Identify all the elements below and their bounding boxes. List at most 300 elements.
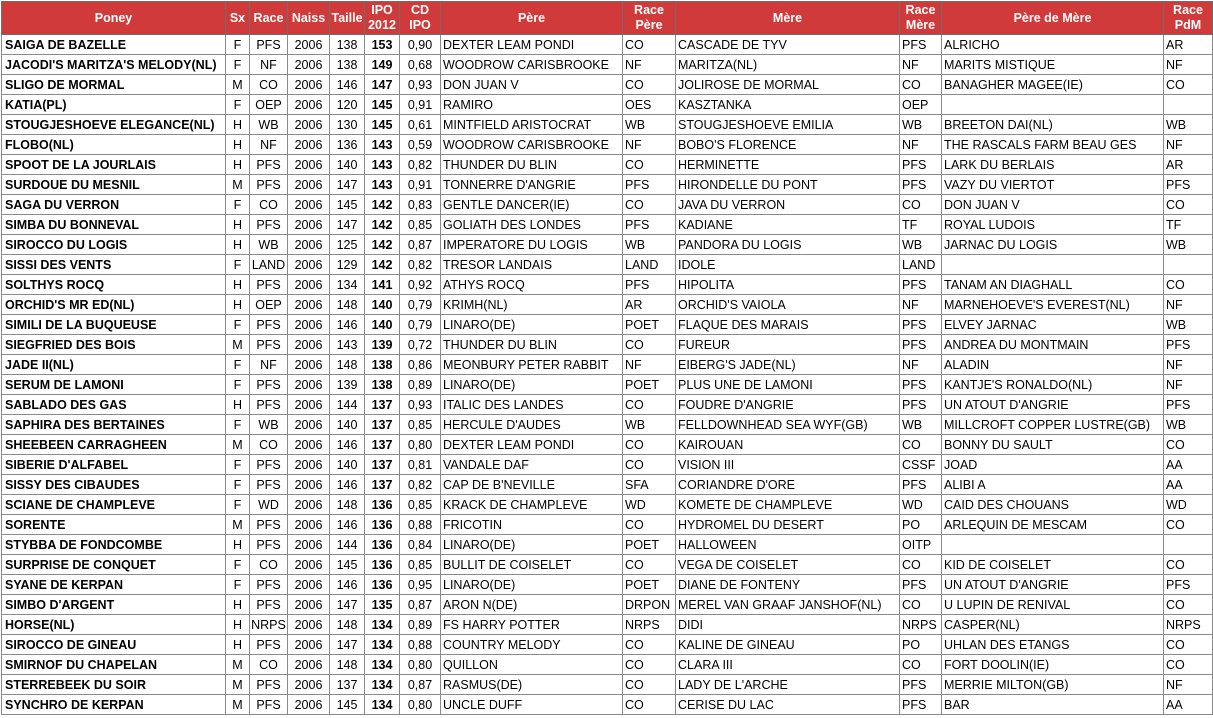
cell-pere-de-mere <box>942 535 1164 555</box>
cell-race-mere: PFS <box>900 35 942 55</box>
cell-race-mere: PFS <box>900 575 942 595</box>
table-row <box>2 35 1213 55</box>
cell-sx: M <box>226 335 250 355</box>
cell-race-pdm: WB <box>1164 315 1213 335</box>
cell-naiss: 2006 <box>288 375 330 395</box>
cell-taille: 147 <box>330 635 365 655</box>
cell-race-pdm: CO <box>1164 515 1213 535</box>
cell-race-pdm: PFS <box>1164 335 1213 355</box>
cell-pere-de-mere: MILLCROFT COPPER LUSTRE(GB) <box>942 415 1164 435</box>
cell-race-pere: CO <box>623 635 676 655</box>
cell-race-mere: PFS <box>900 155 942 175</box>
cell-race-pere: PFS <box>623 215 676 235</box>
cell-ipo: 136 <box>365 575 400 595</box>
cell-sx: H <box>226 155 250 175</box>
table-row <box>2 195 1213 215</box>
cell-race: PFS <box>250 575 288 595</box>
cell-race: NF <box>250 135 288 155</box>
cell-naiss: 2006 <box>288 235 330 255</box>
table-row <box>2 75 1213 95</box>
header-race-mere <box>900 2 942 35</box>
cell-race-mere: PFS <box>900 275 942 295</box>
cell-naiss: 2006 <box>288 175 330 195</box>
cell-ipo: 140 <box>365 315 400 335</box>
cell-race-pdm <box>1164 255 1213 275</box>
cell-taille: 140 <box>330 415 365 435</box>
cell-ipo: 145 <box>365 95 400 115</box>
cell-race-pdm: AA <box>1164 455 1213 475</box>
header-pere-de-mere: Père de Mère <box>942 2 1164 35</box>
cell-race: CO <box>250 555 288 575</box>
cell-race: OEP <box>250 295 288 315</box>
header-race-pere-line2: Père <box>635 18 663 32</box>
table-row <box>2 255 1213 275</box>
cell-race-pdm: AA <box>1164 475 1213 495</box>
cell-ipo: 137 <box>365 455 400 475</box>
cell-ipo: 134 <box>365 675 400 695</box>
cell-taille: 146 <box>330 575 365 595</box>
cell-mere: DIANE DE FONTENY <box>676 575 900 595</box>
cell-race-pere: PFS <box>623 175 676 195</box>
cell-race-pere: CO <box>623 435 676 455</box>
cell-sx: H <box>226 215 250 235</box>
cell-sx: H <box>226 235 250 255</box>
cell-race: PFS <box>250 515 288 535</box>
cell-cd: 0,93 <box>400 75 441 95</box>
cell-mere: HIPOLITA <box>676 275 900 295</box>
table-row <box>2 175 1213 195</box>
cell-pere: LINARO(DE) <box>441 375 623 395</box>
cell-race-mere: NF <box>900 55 942 75</box>
cell-race-pere: WB <box>623 415 676 435</box>
cell-cd: 0,72 <box>400 335 441 355</box>
cell-race-mere: WB <box>900 115 942 135</box>
cell-race: WB <box>250 235 288 255</box>
cell-ipo: 142 <box>365 235 400 255</box>
cell-race-mere: CO <box>900 435 942 455</box>
cell-ipo: 136 <box>365 515 400 535</box>
cell-pere: LINARO(DE) <box>441 315 623 335</box>
cell-pere: BULLIT DE COISELET <box>441 555 623 575</box>
cell-race-pere: CO <box>623 675 676 695</box>
cell-race-pdm: NF <box>1164 295 1213 315</box>
cell-poney: SCIANE DE CHAMPLEVE <box>2 495 226 515</box>
cell-taille: 146 <box>330 315 365 335</box>
cell-naiss: 2006 <box>288 95 330 115</box>
table-row <box>2 55 1213 75</box>
cell-race-pdm: AR <box>1164 35 1213 55</box>
cell-taille: 125 <box>330 235 365 255</box>
cell-race-mere: PFS <box>900 175 942 195</box>
cell-mere: CASCADE DE TYV <box>676 35 900 55</box>
cell-taille: 148 <box>330 295 365 315</box>
cell-naiss: 2006 <box>288 415 330 435</box>
header-race-mere-line2: Mère <box>905 18 936 32</box>
cell-mere: CORIANDRE D'ORE <box>676 475 900 495</box>
cell-naiss: 2006 <box>288 695 330 715</box>
cell-race-pdm: CO <box>1164 275 1213 295</box>
cell-race-pdm: PFS <box>1164 175 1213 195</box>
cell-poney: SAGA DU VERRON <box>2 195 226 215</box>
cell-naiss: 2006 <box>288 195 330 215</box>
cell-ipo: 142 <box>365 195 400 215</box>
cell-taille: 148 <box>330 615 365 635</box>
header-cd <box>400 2 441 35</box>
cell-race-pere: SFA <box>623 475 676 495</box>
cell-taille: 143 <box>330 335 365 355</box>
cell-mere: HIRONDELLE DU PONT <box>676 175 900 195</box>
header-race: Race <box>250 2 288 35</box>
cell-poney: SISSY DES CIBAUDES <box>2 475 226 495</box>
cell-taille: 145 <box>330 695 365 715</box>
cell-mere: KASZTANKA <box>676 95 900 115</box>
cell-race: CO <box>250 435 288 455</box>
cell-pere: CAP DE B'NEVILLE <box>441 475 623 495</box>
cell-race: PFS <box>250 375 288 395</box>
cell-pere-de-mere <box>942 95 1164 115</box>
cell-pere-de-mere: BONNY DU SAULT <box>942 435 1164 455</box>
cell-ipo: 143 <box>365 135 400 155</box>
table-row <box>2 455 1213 475</box>
cell-sx: M <box>226 675 250 695</box>
cell-mere: IDOLE <box>676 255 900 275</box>
cell-sx: M <box>226 515 250 535</box>
cell-naiss: 2006 <box>288 435 330 455</box>
cell-taille: 144 <box>330 535 365 555</box>
header-sx: Sx <box>226 2 250 35</box>
cell-race-pere: CO <box>623 335 676 355</box>
cell-race-mere: PO <box>900 515 942 535</box>
header-row <box>2 2 1213 35</box>
cell-race-pere: PFS <box>623 275 676 295</box>
cell-poney: JACODI'S MARITZA'S MELODY(NL) <box>2 55 226 75</box>
cell-naiss: 2006 <box>288 355 330 375</box>
cell-mere: JAVA DU VERRON <box>676 195 900 215</box>
cell-race-pdm: CO <box>1164 595 1213 615</box>
cell-cd: 0,93 <box>400 395 441 415</box>
cell-sx: H <box>226 595 250 615</box>
cell-taille: 147 <box>330 215 365 235</box>
cell-race-pere: NF <box>623 55 676 75</box>
cell-race-mere: CO <box>900 75 942 95</box>
cell-naiss: 2006 <box>288 675 330 695</box>
cell-cd: 0,85 <box>400 215 441 235</box>
cell-mere: FELLDOWNHEAD SEA WYF(GB) <box>676 415 900 435</box>
header-ipo-line1: IPO <box>371 3 393 17</box>
cell-race: PFS <box>250 675 288 695</box>
cell-ipo: 134 <box>365 615 400 635</box>
cell-race: NF <box>250 355 288 375</box>
cell-race: WD <box>250 495 288 515</box>
cell-poney: SLIGO DE MORMAL <box>2 75 226 95</box>
table-row <box>2 615 1213 635</box>
cell-pere: RAMIRO <box>441 95 623 115</box>
cell-ipo: 149 <box>365 55 400 75</box>
cell-race-mere: PFS <box>900 375 942 395</box>
cell-poney: SYNCHRO DE KERPAN <box>2 695 226 715</box>
cell-race-pere: WB <box>623 235 676 255</box>
cell-pere-de-mere: ARLEQUIN DE MESCAM <box>942 515 1164 535</box>
cell-ipo: 145 <box>365 115 400 135</box>
cell-taille: 144 <box>330 395 365 415</box>
cell-mere: CLARA III <box>676 655 900 675</box>
cell-ipo: 134 <box>365 655 400 675</box>
cell-ipo: 138 <box>365 355 400 375</box>
cell-race: PFS <box>250 175 288 195</box>
cell-ipo: 137 <box>365 395 400 415</box>
cell-ipo: 135 <box>365 595 400 615</box>
cell-race-mere: NF <box>900 295 942 315</box>
cell-pere-de-mere: THE RASCALS FARM BEAU GES <box>942 135 1164 155</box>
cell-ipo: 143 <box>365 155 400 175</box>
cell-pere: KRACK DE CHAMPLEVE <box>441 495 623 515</box>
cell-cd: 0,90 <box>400 35 441 55</box>
cell-pere: THUNDER DU BLIN <box>441 335 623 355</box>
cell-cd: 0,89 <box>400 375 441 395</box>
table-row <box>2 515 1213 535</box>
cell-ipo: 136 <box>365 495 400 515</box>
cell-mere: FOUDRE D'ANGRIE <box>676 395 900 415</box>
cell-poney: SABLADO DES GAS <box>2 395 226 415</box>
cell-poney: SIMBA DU BONNEVAL <box>2 215 226 235</box>
cell-pere-de-mere: KID DE COISELET <box>942 555 1164 575</box>
cell-poney: STERREBEEK DU SOIR <box>2 675 226 695</box>
cell-mere: KOMETE DE CHAMPLEVE <box>676 495 900 515</box>
cell-race-pdm: NF <box>1164 675 1213 695</box>
cell-race-mere: PFS <box>900 695 942 715</box>
cell-race: PFS <box>250 595 288 615</box>
header-ipo <box>365 2 400 35</box>
cell-race: PFS <box>250 155 288 175</box>
cell-taille: 146 <box>330 475 365 495</box>
cell-pere: IMPERATORE DU LOGIS <box>441 235 623 255</box>
cell-naiss: 2006 <box>288 215 330 235</box>
cell-poney: STOUGJESHOEVE ELEGANCE(NL) <box>2 115 226 135</box>
cell-mere: KAIROUAN <box>676 435 900 455</box>
cell-pere-de-mere: LARK DU BERLAIS <box>942 155 1164 175</box>
cell-race-mere: PFS <box>900 675 942 695</box>
cell-race-pdm: CO <box>1164 555 1213 575</box>
cell-pere-de-mere: MARITS MISTIQUE <box>942 55 1164 75</box>
table-row <box>2 315 1213 335</box>
cell-pere-de-mere: JOAD <box>942 455 1164 475</box>
cell-race-pere: POET <box>623 575 676 595</box>
cell-race-pere: CO <box>623 395 676 415</box>
cell-race: CO <box>250 655 288 675</box>
cell-sx: F <box>226 35 250 55</box>
cell-ipo: 142 <box>365 255 400 275</box>
cell-naiss: 2006 <box>288 575 330 595</box>
cell-poney: SMIRNOF DU CHAPELAN <box>2 655 226 675</box>
cell-sx: M <box>226 655 250 675</box>
cell-pere-de-mere: BREETON DAI(NL) <box>942 115 1164 135</box>
cell-cd: 0,85 <box>400 495 441 515</box>
cell-race-mere: WB <box>900 235 942 255</box>
cell-pere: COUNTRY MELODY <box>441 635 623 655</box>
cell-race: PFS <box>250 695 288 715</box>
cell-mere: PANDORA DU LOGIS <box>676 235 900 255</box>
cell-cd: 0,61 <box>400 115 441 135</box>
table-row <box>2 235 1213 255</box>
cell-race-pdm <box>1164 535 1213 555</box>
table-row <box>2 335 1213 355</box>
cell-ipo: 147 <box>365 75 400 95</box>
cell-taille: 120 <box>330 95 365 115</box>
cell-race-pere: CO <box>623 695 676 715</box>
cell-cd: 0,80 <box>400 655 441 675</box>
cell-poney: SIROCCO DE GINEAU <box>2 635 226 655</box>
cell-race-pdm: PFS <box>1164 395 1213 415</box>
cell-pere-de-mere: ANDREA DU MONTMAIN <box>942 335 1164 355</box>
header-race-pdm-line2: PdM <box>1174 18 1202 32</box>
cell-race-pdm: PFS <box>1164 575 1213 595</box>
table-row <box>2 115 1213 135</box>
cell-sx: M <box>226 75 250 95</box>
cell-race-pdm: AR <box>1164 155 1213 175</box>
cell-race-pdm: NF <box>1164 355 1213 375</box>
cell-poney: SYANE DE KERPAN <box>2 575 226 595</box>
table-row <box>2 155 1213 175</box>
cell-ipo: 142 <box>365 215 400 235</box>
cell-pere: HERCULE D'AUDES <box>441 415 623 435</box>
cell-sx: F <box>226 255 250 275</box>
cell-poney: JADE II(NL) <box>2 355 226 375</box>
header-race-mere-line1: Race <box>905 3 936 17</box>
cell-mere: DIDI <box>676 615 900 635</box>
cell-race-mere: CSSF <box>900 455 942 475</box>
cell-cd: 0,85 <box>400 555 441 575</box>
cell-race-pere: CO <box>623 455 676 475</box>
cell-pere-de-mere: U LUPIN DE RENIVAL <box>942 595 1164 615</box>
table-row <box>2 635 1213 655</box>
cell-pere-de-mere: JARNAC DU LOGIS <box>942 235 1164 255</box>
cell-race-mere: OITP <box>900 535 942 555</box>
cell-pere: RASMUS(DE) <box>441 675 623 695</box>
cell-taille: 140 <box>330 155 365 175</box>
cell-cd: 0,85 <box>400 415 441 435</box>
table-body <box>2 35 1213 715</box>
cell-pere: ATHYS ROCQ <box>441 275 623 295</box>
cell-cd: 0,83 <box>400 195 441 215</box>
cell-race-pere: WD <box>623 495 676 515</box>
cell-naiss: 2006 <box>288 555 330 575</box>
cell-naiss: 2006 <box>288 315 330 335</box>
cell-sx: H <box>226 275 250 295</box>
cell-naiss: 2006 <box>288 495 330 515</box>
cell-naiss: 2006 <box>288 655 330 675</box>
cell-ipo: 141 <box>365 275 400 295</box>
cell-pere-de-mere: UHLAN DES ETANGS <box>942 635 1164 655</box>
header-race-pere <box>623 2 676 35</box>
cell-pere: WOODROW CARISBROOKE <box>441 135 623 155</box>
cell-ipo: 134 <box>365 635 400 655</box>
cell-ipo: 143 <box>365 175 400 195</box>
cell-pere-de-mere: FORT DOOLIN(IE) <box>942 655 1164 675</box>
cell-taille: 147 <box>330 175 365 195</box>
cell-taille: 140 <box>330 455 365 475</box>
cell-pere: DEXTER LEAM PONDI <box>441 435 623 455</box>
cell-sx: F <box>226 555 250 575</box>
header-mere: Mère <box>676 2 900 35</box>
cell-cd: 0,80 <box>400 435 441 455</box>
cell-race-pdm: WD <box>1164 495 1213 515</box>
cell-pere: GENTLE DANCER(IE) <box>441 195 623 215</box>
cell-race-pere: AR <box>623 295 676 315</box>
cell-mere: CERISE DU LAC <box>676 695 900 715</box>
cell-race: NRPS <box>250 615 288 635</box>
cell-race-mere: NF <box>900 135 942 155</box>
cell-race-pere: CO <box>623 35 676 55</box>
cell-naiss: 2006 <box>288 455 330 475</box>
header-taille: Taille <box>330 2 365 35</box>
cell-race: PFS <box>250 475 288 495</box>
cell-race-mere: CO <box>900 595 942 615</box>
cell-sx: F <box>226 455 250 475</box>
cell-race-pere: LAND <box>623 255 676 275</box>
cell-race: PFS <box>250 395 288 415</box>
cell-race: LAND <box>250 255 288 275</box>
cell-pere-de-mere: KANTJE'S RONALDO(NL) <box>942 375 1164 395</box>
cell-mere: ORCHID'S VAIOLA <box>676 295 900 315</box>
cell-ipo: 136 <box>365 535 400 555</box>
table-row <box>2 435 1213 455</box>
cell-cd: 0,59 <box>400 135 441 155</box>
cell-race-pere: CO <box>623 155 676 175</box>
cell-race-mere: PFS <box>900 395 942 415</box>
cell-race-pdm: CO <box>1164 655 1213 675</box>
cell-ipo: 153 <box>365 35 400 55</box>
table-row <box>2 295 1213 315</box>
cell-sx: M <box>226 175 250 195</box>
cell-poney: SAPHIRA DES BERTAINES <box>2 415 226 435</box>
cell-pere: LINARO(DE) <box>441 535 623 555</box>
cell-taille: 139 <box>330 375 365 395</box>
cell-sx: F <box>226 315 250 335</box>
cell-race-mere: TF <box>900 215 942 235</box>
cell-sx: H <box>226 135 250 155</box>
cell-race-mere: WB <box>900 415 942 435</box>
cell-pere: VANDALE DAF <box>441 455 623 475</box>
table-row <box>2 475 1213 495</box>
cell-pere-de-mere: CASPER(NL) <box>942 615 1164 635</box>
cell-ipo: 139 <box>365 335 400 355</box>
cell-mere: EIBERG'S JADE(NL) <box>676 355 900 375</box>
cell-cd: 0,91 <box>400 175 441 195</box>
table-row <box>2 495 1213 515</box>
cell-race-pere: DRPON <box>623 595 676 615</box>
cell-race: PFS <box>250 335 288 355</box>
table-row <box>2 375 1213 395</box>
cell-sx: F <box>226 355 250 375</box>
cell-pere-de-mere: UN ATOUT D'ANGRIE <box>942 395 1164 415</box>
cell-ipo: 134 <box>365 695 400 715</box>
table-row <box>2 555 1213 575</box>
cell-pere: MEONBURY PETER RABBIT <box>441 355 623 375</box>
cell-mere: LADY DE L'ARCHE <box>676 675 900 695</box>
cell-taille: 146 <box>330 515 365 535</box>
cell-race-pere: CO <box>623 75 676 95</box>
cell-race-mere: LAND <box>900 255 942 275</box>
table-row <box>2 595 1213 615</box>
cell-pere-de-mere: TANAM AN DIAGHALL <box>942 275 1164 295</box>
cell-race-pere: CO <box>623 515 676 535</box>
cell-poney: SISSI DES VENTS <box>2 255 226 275</box>
cell-taille: 148 <box>330 495 365 515</box>
header-pere: Père <box>441 2 623 35</box>
cell-race: PFS <box>250 315 288 335</box>
cell-pere: UNCLE DUFF <box>441 695 623 715</box>
cell-race-pdm: NF <box>1164 55 1213 75</box>
